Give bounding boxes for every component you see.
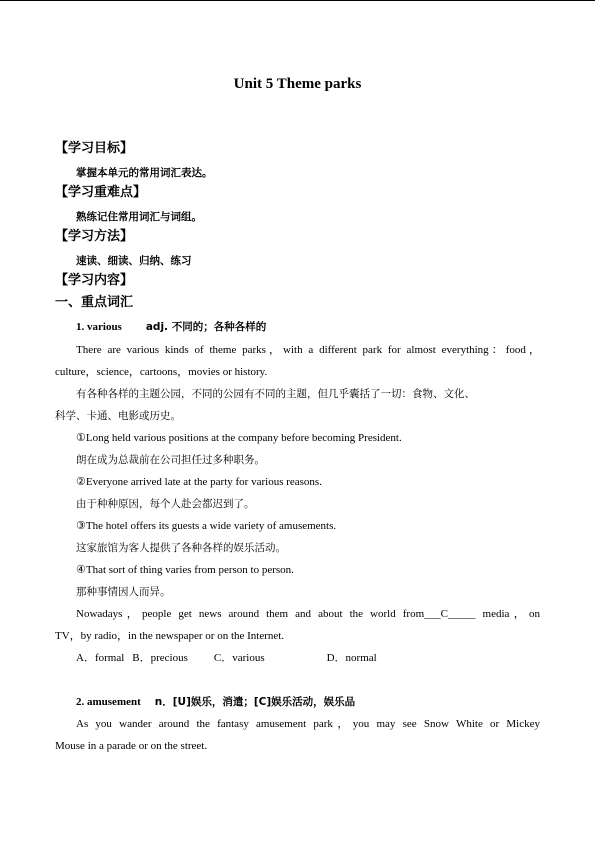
entry-various-heading (76, 320, 266, 334)
amusement-example-en-line1: As you wander around the fantasy amusement park，you may see Snow White or Mickey (76, 718, 540, 730)
method-header: 【学习方法】 (55, 229, 134, 244)
various-example-cn-line1: 有各种各样的主题公园，不同的公园有不同的主题，但几乎囊括了一切：食物、文化、 (76, 388, 475, 400)
option-b: B．precious (132, 652, 188, 664)
part-one-heading: 一、重点词汇 (55, 295, 134, 310)
option-d: D．normal (326, 652, 377, 664)
sentence-4-cn: 那种事情因人而异。 (76, 586, 171, 598)
entry-amusement-heading (76, 695, 355, 709)
sentence-1-en: ①Long held various positions at the company before becoming President. (76, 432, 402, 444)
key-points-text: 熟练记住常用词汇与词组。 (76, 211, 202, 223)
answer-options (76, 651, 377, 665)
goal-header: 【学习目标】 (55, 141, 134, 156)
entry-various-definition: adj. 不同的；各种各样的 (145, 321, 267, 333)
question-line1: Nowadays，people get news around them and about the world from___C_____ media，on (76, 608, 540, 620)
question-line2: TV，by radio，in the newspaper or on the Internet. (55, 630, 285, 642)
sentence-3-en: ③The hotel offers its guests a wide variety of amusements. (76, 520, 337, 532)
option-c: C．various (213, 652, 265, 664)
entry-various-word: 1. various (76, 321, 122, 333)
various-example-cn-line2: 科学、卡通、电影或历史。 (55, 410, 181, 422)
key-points-header: 【学习重难点】 (55, 185, 147, 200)
various-example-en-line2: culture，science，cartoons，movies or history. (55, 366, 268, 378)
sentence-3-cn: 这家旅馆为客人提供了各种各样的娱乐活动。 (76, 542, 286, 554)
amusement-example-en-line2: Mouse in a parade or on the street. (55, 740, 208, 752)
page-title: Unit 5 Theme parks (233, 76, 362, 92)
sentence-2-en: ②Everyone arrived late at the party for various reasons. (76, 476, 322, 488)
page-top-rule (0, 0, 595, 1)
sentence-1-cn: 朗在成为总裁前在公司担任过多种职务。 (76, 454, 265, 466)
goal-text: 掌握本单元的常用词汇表达。 (76, 167, 213, 179)
sentence-2-cn: 由于种种原因，每个人赴会都迟到了。 (76, 498, 255, 510)
method-text: 速读、细读、归纳、练习 (76, 255, 192, 267)
sentence-4-en: ④That sort of thing varies from person to person. (76, 564, 294, 576)
entry-amusement-word: 2. amusement (76, 696, 141, 708)
content-header: 【学习内容】 (55, 273, 134, 288)
various-example-en-line1: There are various kinds of theme parks，with a different park for almost everything：food， (76, 344, 540, 356)
option-a: A．formal (76, 652, 125, 664)
entry-amusement-definition: n．[U]娱乐，消遣；[C]娱乐活动，娱乐品 (154, 696, 356, 708)
